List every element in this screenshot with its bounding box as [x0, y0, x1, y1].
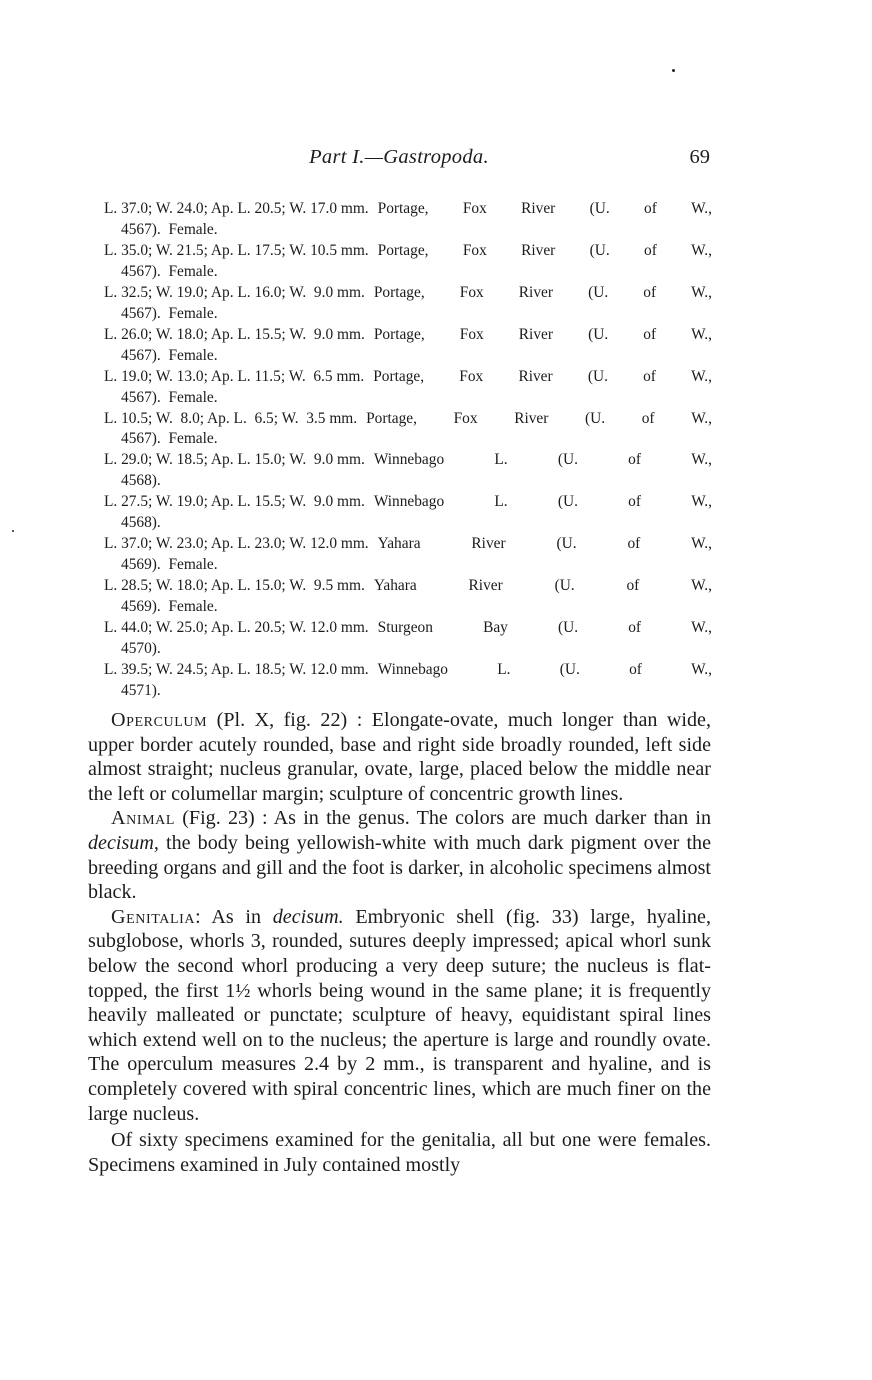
- locality-word: Fox: [459, 283, 484, 301]
- measurement-locality: [374, 576, 712, 597]
- locality-word: Portage,: [373, 283, 425, 301]
- locality-word: of: [644, 241, 657, 259]
- paragraph-text: Embryonic shell (fig. 33) large, hyaline, subglobose, whorls 3, rounded, sutures deeply impressed; apical whorl sunk below the second whorl producing a very deep suture; the nucleus is flat-topped, the first 1½ whorls being wound in the same plane; it is frequently heavily malleated or punctate; sculpture of heavy, equidistant spiral lines which extend well on to the nucleus; the aperture is large and roundly ovate. The operculum measures 2.4 by 2 mm., is transparent and hyaline, and is completely covered with spiral concentric lines, which are much finer on the large nucleus.: [88, 905, 711, 1125]
- measurement-row: [104, 450, 712, 471]
- measurement-locality: [374, 325, 712, 346]
- measurement-locality: [378, 199, 712, 220]
- measurement-list: [104, 199, 712, 702]
- measurement-locality: [378, 534, 712, 555]
- locality-word: of: [628, 451, 641, 469]
- measurement-continuation: 4568).: [121, 472, 161, 490]
- locality-word: W.,: [691, 535, 712, 553]
- locality-word: W.,: [691, 660, 712, 678]
- locality-word: River: [471, 535, 506, 553]
- body-text: [88, 708, 711, 1177]
- measurement-row: [104, 618, 712, 639]
- measurement-row: [104, 241, 712, 262]
- locality-word: of: [643, 367, 656, 385]
- measurement-continuation: 4567). Female.: [121, 388, 218, 406]
- locality-word: Portage,: [377, 241, 429, 259]
- locality-word: of: [628, 619, 642, 637]
- locality-word: Yahara: [373, 577, 417, 595]
- speck-mark: [672, 69, 675, 72]
- measurement-locality: [366, 409, 712, 430]
- locality-word: of: [643, 325, 657, 343]
- locality-word: (U.: [554, 577, 575, 595]
- locality-word: Bay: [483, 619, 508, 637]
- speck-mark: [12, 530, 14, 532]
- measurement-dims: L. 44.0; W. 25.0; Ap. L. 20.5; W. 12.0 mm.: [104, 619, 369, 637]
- paragraph-text: As in: [211, 905, 273, 928]
- measurement-continuation: 4570).: [121, 640, 161, 658]
- locality-word: River: [521, 200, 556, 217]
- locality-word: River: [518, 325, 553, 343]
- measurement-locality: [378, 618, 712, 639]
- paragraph-genitalia: [88, 905, 711, 1126]
- measurement-row: [104, 534, 712, 555]
- measurement-locality: [374, 492, 712, 513]
- locality-word: (U.: [557, 493, 578, 511]
- running-header: [88, 146, 710, 174]
- paragraph-text: Elongate-ovate, much longer than wide, upper border acutely rounded, base and right side broadly rounded, left side almost straight; nucleus granular, ovate, large, placed below the middle near the left or columellar margin; sculpture of concentric growth lines.: [88, 709, 711, 805]
- locality-word: of: [626, 577, 640, 595]
- locality-word: Fox: [462, 241, 487, 259]
- measurement-continuation: 4567). Female.: [121, 220, 218, 238]
- locality-word: River: [518, 367, 553, 385]
- measurement-dims: L. 26.0; W. 18.0; Ap. L. 15.5; W. 9.0 mm.: [104, 325, 365, 343]
- locality-word: Winnebago: [373, 493, 445, 511]
- locality-word: Winnebago: [373, 451, 445, 469]
- locality-word: (U.: [559, 660, 580, 678]
- locality-word: Winnebago: [377, 660, 448, 678]
- species-name: decisum.: [272, 905, 344, 928]
- measurement-continuation: 4571).: [121, 681, 161, 699]
- paragraph-closing: [88, 1128, 711, 1177]
- locality-word: Fox: [459, 325, 484, 343]
- locality-word: Portage,: [373, 367, 425, 385]
- locality-word: of: [644, 200, 657, 217]
- heading-colon: :: [195, 905, 212, 928]
- figure-reference: (Pl. X, fig. 22) :: [207, 709, 372, 731]
- measurement-locality: [374, 450, 712, 471]
- measurement-dims: L. 29.0; W. 18.5; Ap. L. 15.0; W. 9.0 mm.: [104, 451, 365, 469]
- measurement-locality: [378, 660, 712, 681]
- locality-word: (U.: [556, 535, 577, 553]
- measurement-dims: L. 37.0; W. 24.0; Ap. L. 20.5; W. 17.0 mm.: [104, 200, 369, 217]
- measurement-dims: L. 27.5; W. 19.0; Ap. L. 15.5; W. 9.0 mm.: [104, 493, 365, 511]
- measurement-dims: L. 28.5; W. 18.0; Ap. L. 15.0; W. 9.5 mm.: [104, 577, 365, 595]
- measurement-continuation: 4567). Female.: [121, 304, 218, 322]
- measurement-dims: L. 32.5; W. 19.0; Ap. L. 16.0; W. 9.0 mm.: [104, 283, 365, 301]
- locality-word: (U.: [589, 200, 610, 217]
- measurement-row: [104, 367, 712, 388]
- locality-word: (U.: [557, 451, 578, 469]
- locality-word: Portage,: [377, 200, 429, 217]
- locality-word: Portage,: [366, 409, 417, 427]
- page-number: 69: [689, 146, 710, 168]
- measurement-dims: L. 19.0; W. 13.0; Ap. L. 11.5; W. 6.5 mm.: [104, 367, 365, 385]
- paragraph-text: the body being yellowish-white with much dark pigment over the breeding organs and gill and the foot is darker, in alcoholic specimens almost black.: [88, 831, 711, 904]
- locality-word: Fox: [453, 409, 478, 427]
- measurement-row: [104, 283, 712, 304]
- locality-word: Sturgeon: [377, 619, 433, 637]
- measurement-continuation: 4567). Female.: [121, 346, 218, 364]
- locality-word: (U.: [585, 409, 606, 427]
- measurement-row: [104, 409, 712, 430]
- locality-word: W.,: [691, 451, 712, 469]
- locality-word: of: [627, 535, 641, 553]
- paragraph-animal: [88, 806, 711, 904]
- locality-word: W.,: [691, 409, 712, 427]
- locality-word: L.: [494, 493, 508, 511]
- locality-word: W.,: [691, 200, 712, 217]
- locality-word: L.: [494, 451, 508, 469]
- section-heading: Genitalia: [111, 905, 196, 928]
- locality-word: (U.: [558, 619, 579, 637]
- locality-word: Portage,: [373, 325, 425, 343]
- locality-word: of: [628, 493, 641, 511]
- running-title: Part I.—Gastropoda.: [309, 146, 489, 168]
- locality-word: L.: [497, 660, 511, 678]
- measurement-row: [104, 492, 712, 513]
- measurement-locality: [378, 241, 712, 262]
- measurement-continuation: 4569). Female.: [121, 556, 218, 574]
- locality-word: River: [521, 241, 556, 259]
- locality-word: W.,: [691, 493, 712, 511]
- measurement-dims: L. 10.5; W. 8.0; Ap. L. 6.5; W. 3.5 mm.: [104, 409, 358, 427]
- paragraph-operculum: [88, 708, 711, 806]
- measurement-row: [104, 199, 712, 220]
- locality-word: of: [629, 660, 642, 678]
- locality-word: Yahara: [377, 535, 421, 553]
- measurement-row: [104, 660, 712, 681]
- measurement-locality: [373, 367, 712, 388]
- locality-word: Fox: [459, 367, 484, 385]
- species-name: decisum,: [88, 831, 159, 854]
- measurement-continuation: 4568).: [121, 514, 161, 532]
- locality-word: (U.: [588, 283, 609, 301]
- locality-word: of: [643, 283, 657, 301]
- locality-word: W.,: [691, 283, 712, 301]
- locality-word: River: [514, 409, 549, 427]
- measurement-dims: L. 39.5; W. 24.5; Ap. L. 18.5; W. 12.0 mm.: [104, 660, 369, 678]
- locality-word: River: [518, 283, 553, 301]
- locality-word: (U.: [589, 241, 610, 259]
- section-heading: Animal: [111, 807, 175, 830]
- locality-word: W.,: [691, 367, 712, 385]
- measurement-continuation: 4567). Female.: [121, 430, 218, 448]
- measurement-row: [104, 325, 712, 346]
- paragraph-text: As in the genus. The colors are much darker than in: [273, 807, 711, 830]
- measurement-dims: L. 37.0; W. 23.0; Ap. L. 23.0; W. 12.0 mm.: [104, 535, 369, 553]
- locality-word: of: [641, 409, 655, 427]
- measurement-continuation: 4567). Female.: [121, 262, 218, 280]
- locality-word: (U.: [587, 367, 608, 385]
- locality-word: W.,: [691, 619, 712, 637]
- locality-word: River: [468, 577, 503, 595]
- locality-word: W.,: [691, 325, 712, 343]
- measurement-row: [104, 576, 712, 597]
- locality-word: Fox: [462, 200, 487, 217]
- locality-word: (U.: [588, 325, 609, 343]
- locality-word: W.,: [691, 577, 712, 595]
- figure-reference: (Fig. 23) :: [175, 807, 274, 830]
- measurement-dims: L. 35.0; W. 21.5; Ap. L. 17.5; W. 10.5 mm.: [104, 241, 369, 259]
- measurement-continuation: 4569). Female.: [121, 598, 218, 616]
- paragraph-text: Of sixty specimens examined for the genitalia, all but one were females. Specimens examined in July contained mostly: [88, 1129, 711, 1176]
- section-heading: Operculum: [111, 709, 208, 731]
- locality-word: W.,: [691, 241, 712, 259]
- measurement-locality: [374, 283, 712, 304]
